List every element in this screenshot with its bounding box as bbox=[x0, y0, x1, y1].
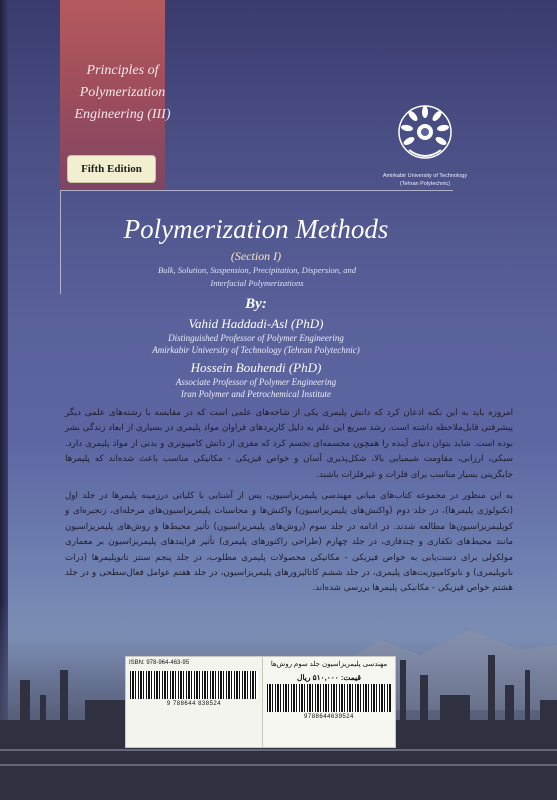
author-1-affiliation: Amirkabir University of Technology (Tehran Polytechnic) bbox=[152, 345, 360, 355]
barcode-right-icon bbox=[267, 684, 391, 712]
price-label: قیمت: ۵۱۰,۰۰۰ ریال bbox=[297, 673, 361, 682]
book-title: Polymerization Methods bbox=[123, 214, 389, 244]
author-2-name: Hossein Bouhendi (PhD) bbox=[190, 360, 322, 375]
subtitle-line-1: Bulk, Solution, Suspension, Precipitation, Dispersion, and bbox=[157, 265, 356, 275]
university-logo-icon bbox=[395, 102, 455, 172]
description-paragraph-2: به این منظور در مجموعه کتاب‌های مبانی مهندسی پلیمریزاسیون، پس از آشنایی با کلیاتی درزمینه پلیمرها در جلد اول (تکنولوژی پلیمرها)، در جلد دوم (واکنش‌های پلیمریزاسیون) واکنش‌ها و محاسبات پلیمریزاسیون‌های مرحله‌ای، زنجیره‌ای و کوپلیمریزاسیون‌ها مطالعه شدند. در ادامه در جلد سوم (روش‌های پلیمریزاسیون) تأثیر محیط‌ها و روش‌های پلیمریزاسیون مانند محیط‌های تکفازی و چندفازی، در جلد چهارم (طراحی راکتورهای پلیمری) تأثیر فرایندهای پلیمریزاسیون بر معماری مولکولی برای دست‌یابی به خواص فیزیکی - مکانیکی محصولات پلیمری مطلوب، در جلد پنجم سنتز نانوپلیمرها (درات نانوپلیمری) و نانوکامپوزیت‌های پلیمری، در جلد ششم کاتالیزورهای پلیمریزاسیون، در جلد هفتم عوامل فعال‌سطحی و در جلد هشتم خواص فیزیکی - مکانیکی پلیمرها بررسی شده‌اند. bbox=[65, 491, 513, 594]
book-subtitle bbox=[110, 264, 404, 290]
barcode-sticker-right bbox=[262, 656, 396, 748]
section-label: (Section I) bbox=[230, 249, 282, 263]
sticker-book-title: مهندسی پلیمریزاسیون جلد سوم روش‌ها bbox=[270, 661, 388, 668]
authors-block bbox=[60, 296, 452, 400]
by-label: By: bbox=[245, 296, 267, 312]
book-description bbox=[65, 406, 513, 603]
series-line-1: Principles of bbox=[86, 63, 159, 78]
series-title bbox=[60, 60, 185, 126]
series-line-3: Engineering (III) bbox=[74, 107, 171, 122]
barcode-icon bbox=[130, 671, 258, 699]
barcode-number-right: 9788644639524 bbox=[304, 714, 354, 720]
subtitle-line-2: Interfacial Polymerizations bbox=[210, 278, 304, 288]
author-1-title: Distinguished Professor of Polymer Engineering bbox=[168, 333, 344, 343]
series-line-2: Polymerization bbox=[79, 85, 166, 100]
author-2-title: Associate Professor of Polymer Engineering bbox=[175, 377, 337, 387]
publisher-line-1: Amirkabir University of Technology bbox=[382, 173, 468, 179]
publisher-caption bbox=[370, 172, 480, 188]
barcode-sticker-left bbox=[125, 656, 263, 748]
author-1-name: Vahid Haddadi-Asl (PhD) bbox=[188, 316, 324, 331]
isbn-text: ISBN: 978-964-463-95 bbox=[129, 660, 190, 666]
publisher-line-2: (Tehran Polytechnic) bbox=[399, 181, 451, 187]
author-2-affiliation: Iran Polymer and Petrochemical Institute bbox=[180, 389, 332, 399]
description-paragraph-1: امروزه باید به این نکته اذعان کرد که دانش پلیمری یکی از شاخه‌های علمی است که در مقایسه با رشته‌های علمی دیگر پیشرفتی قابل‌ملاحظه داشته است. رشد سریع این علم به دلیل کاربردهای فراوان مواد پلیمری در بسیاری از ابعاد زندگی بشر بوده است. شاید بتوان دنیای آینده را همچون مجسمه‌ای تجسم کرد که مغزی از دانش کامپیوتری و بدنی از مواد پلیمری دارد. سبکی، ارزانی، مقاومت شیمیایی بالا، شکل‌پذیری آسان و خواص فیزیکی - مکانیکی مناسب باعث شده‌اند که پلیمرها جایگزینی بسیار مناسب برای فلزات و غیرفلزات باشند. bbox=[65, 408, 513, 480]
barcode-number: 9 788644 838524 bbox=[166, 701, 222, 707]
edition-badge: Fifth Edition bbox=[68, 156, 155, 182]
